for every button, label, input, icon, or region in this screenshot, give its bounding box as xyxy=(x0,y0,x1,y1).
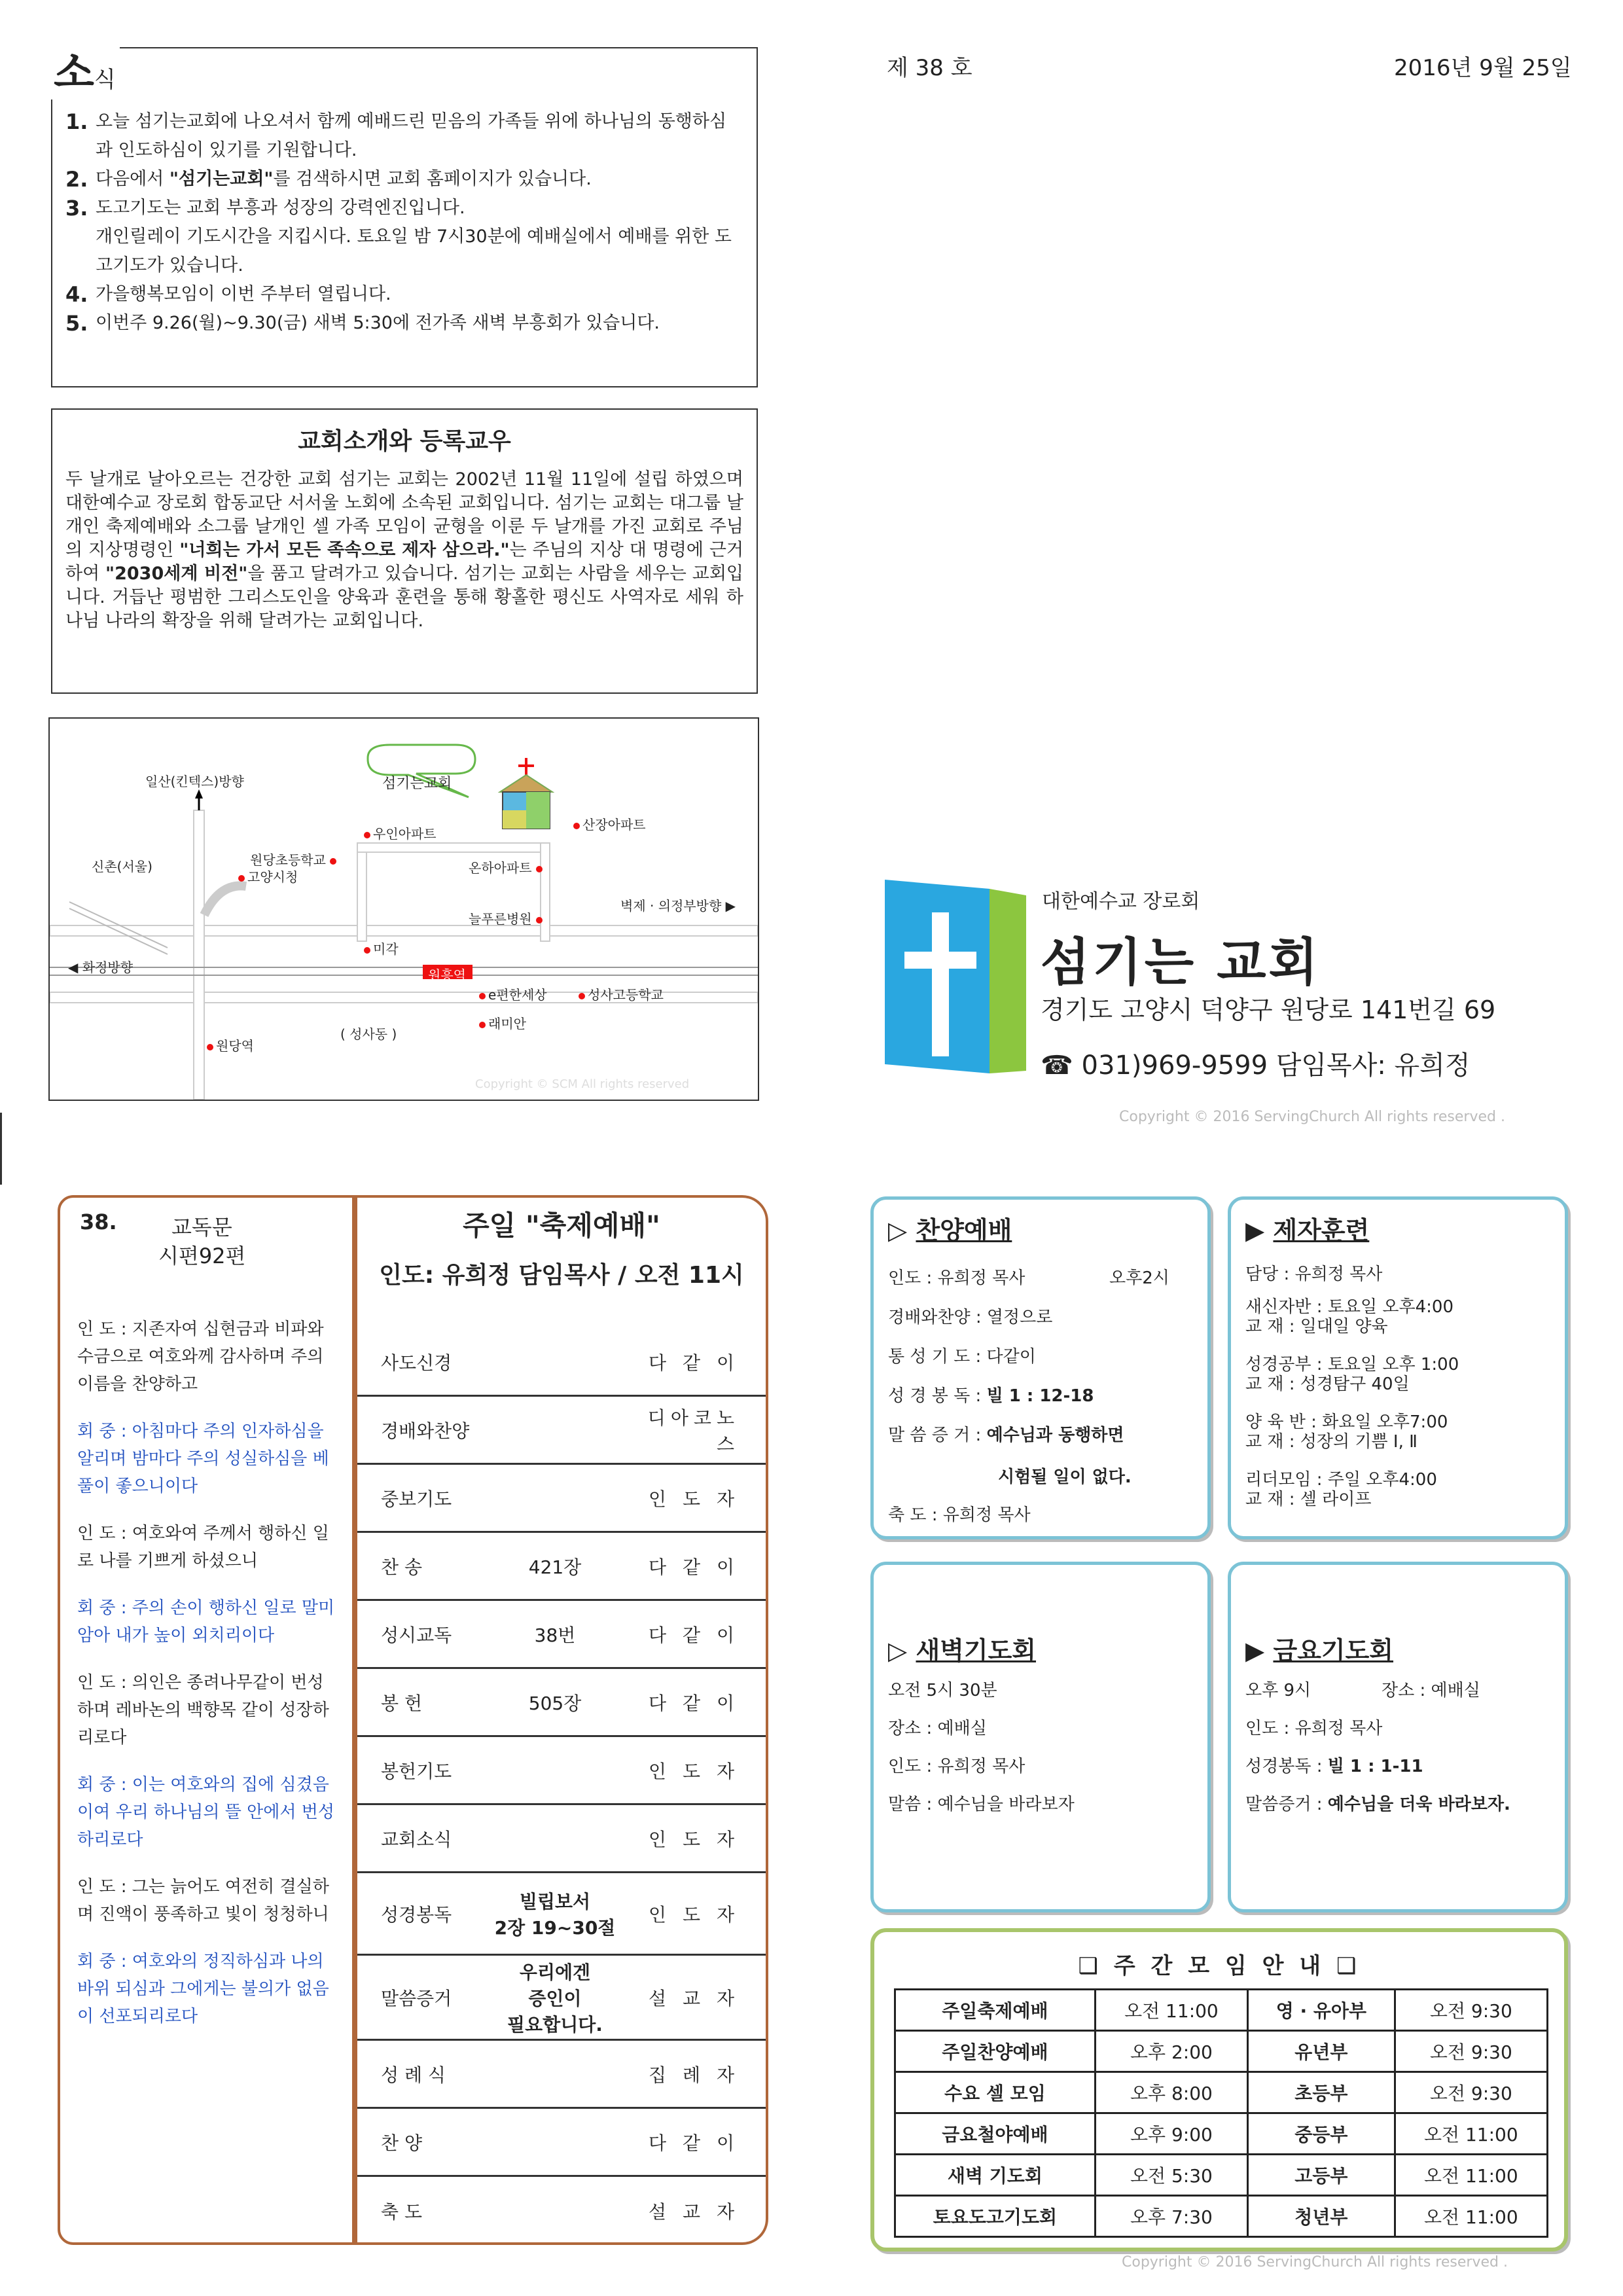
schedule-time: 오후 9:00 xyxy=(1095,2113,1247,2155)
map-raemian: 래미안 xyxy=(479,1013,526,1032)
order-box xyxy=(355,1195,768,2245)
schedule-meeting: 초등부 xyxy=(1248,2072,1395,2113)
friday-time: 오후 9시 xyxy=(1245,1681,1311,1700)
map-mikak: 미각 xyxy=(364,939,399,958)
map-goyang-hall: 고양시청 xyxy=(238,867,298,886)
map-neulpureun: 늘푸른병원 xyxy=(469,908,545,927)
dawn-line: 인도 : 유희정 목사 xyxy=(888,1757,1026,1776)
schedule-time: 오전 5:30 xyxy=(1095,2155,1247,2196)
schedule-meeting: 유년부 xyxy=(1248,2031,1395,2072)
praise-worship: 경배와찬양 : 열정으로 xyxy=(888,1308,1053,1327)
disciple-line: 담당 : 유희정 목사 xyxy=(1245,1265,1383,1284)
disciple-box xyxy=(1228,1196,1568,1539)
reading-people-line: 회 중 : 주의 손이 행하신 일로 말미암아 내가 높이 외치리이다 xyxy=(77,1598,335,1645)
issue-number: 제 38 호 xyxy=(887,55,972,81)
reading-title: 교독문 xyxy=(171,1215,232,1240)
church-name: 섬기는 교회 xyxy=(1041,933,1321,992)
church-logo xyxy=(885,880,1026,1073)
order-detail: 빌립보서 2장 19~30절 xyxy=(494,1890,616,1939)
order-who: 인 도 자 xyxy=(649,1828,740,1850)
disciple-line: 교 재 : 셀 라이프 xyxy=(1245,1490,1372,1509)
order-row xyxy=(357,2109,766,2177)
order-row xyxy=(357,1601,766,1669)
schedule-meeting: 고등부 xyxy=(1248,2155,1395,2196)
order-row xyxy=(357,1533,766,1601)
play-outline-icon: ▷ xyxy=(888,1636,908,1665)
order-row xyxy=(357,1329,766,1397)
schedule-box xyxy=(870,1928,1568,2251)
schedule-meeting: 수요 셀 모임 xyxy=(895,2072,1096,2113)
schedule-row xyxy=(895,2072,1548,2113)
friday-leader: 인도 : 유희정 목사 xyxy=(1245,1719,1383,1738)
order-who: 설 교 자 xyxy=(649,1987,740,2009)
reading-people-line: 회 중 : 이는 여호와의 집에 심겼음이여 우리 하나님의 뜰 안에서 번성하리로다 xyxy=(77,1775,334,1850)
church-phone: ☎ 031)969-9599 담임목사: 유희정 xyxy=(1041,1050,1471,1081)
schedule-table xyxy=(894,1988,1548,2238)
dawn-line: 말씀 : 예수님을 바라보자 xyxy=(888,1795,1075,1814)
disciple-line: 교 재 : 일대일 양육 xyxy=(1245,1317,1388,1336)
order-item: 경배와찬양 xyxy=(381,1420,470,1442)
order-item: 말씀증거 xyxy=(381,1987,452,2009)
friday-box xyxy=(1228,1562,1568,1912)
order-item: 봉헌기도 xyxy=(381,1760,452,1782)
schedule-time: 오전 9:30 xyxy=(1395,2072,1547,2113)
praise-leader: 인도 : 유희정 목사 xyxy=(888,1268,1026,1288)
order-title: 주일 "축제예배" xyxy=(463,1210,660,1242)
order-who: 디아코노스 xyxy=(647,1407,740,1455)
reading-number: 38. xyxy=(80,1210,117,1234)
map-seongsa-high: 성사고등학교 xyxy=(579,984,664,1003)
intro-body: 두 날개로 날아오르는 건강한 교회 섬기는 교회는 2002년 11월 11일에 설립 하였으며 대한예수교 장로회 합동교단 서서울 노회에 소속된 교회입니다. 섬기는 교회는 대그룹 날개인 축제예배와 소그룹 날개인 셀 가족 모임이 균형을 이룬 두 날개를 가진 교회로 주님의 지상명령인 "너희는 가서 모든 족속으로 제자 삼으라."는 주님의 지상 대 명령에 근거하여 "2030세계 비전"을 품고 달려가고 있습니다. 섬기는 교회는 사람을 세우는 교회입니다. 거듭난 평범한 그리스도인을 양육과 훈련을 통해 황홀한 평신도 사역자로 세워 하나님 나라의 확장을 위해 달려가는 교회입니다. xyxy=(65,469,744,631)
praise-sermon-2: 시험될 일이 없다. xyxy=(998,1467,1132,1487)
map-byeokje: 벽제 · 의정부방향 ▶ xyxy=(620,898,736,914)
reading-lines xyxy=(60,1316,352,2050)
order-item: 봉 헌 xyxy=(381,1692,422,1714)
order-row xyxy=(357,1669,766,1737)
news-item: 1. 오늘 섬기는교회에 나오셔서 함께 예배드린 믿음의 가족들 위에 하나님의 동행하심과 인도하심이 있기를 기원합니다. xyxy=(65,109,727,160)
map-copyright: Copyright © SCM All rights reserved xyxy=(475,1077,690,1091)
order-item: 성경봉독 xyxy=(381,1903,452,1926)
disciple-line: 교 재 : 성장의 기쁨 Ⅰ, Ⅱ xyxy=(1245,1432,1418,1452)
news-item: 3. 도고기도는 교회 부흥과 성장의 강력엔진입니다. 개인릴레이 기도시간을 지킵시다. 토요일 밤 7시30분에 예배실에서 예배를 위한 도고기도가 있습니다. xyxy=(65,196,732,276)
schedule-meeting: 주일찬양예배 xyxy=(895,2031,1096,2072)
schedule-time: 오전 9:30 xyxy=(1395,1990,1547,2031)
order-who: 다 같 이 xyxy=(649,1624,740,1646)
disciple-line: 리더모임 : 주일 오후4:00 xyxy=(1245,1470,1437,1490)
friday-scripture: 성경봉독 : 빌 1 : 1-11 xyxy=(1245,1757,1423,1776)
map-wondang-school: 원당초등학교 xyxy=(250,850,339,869)
page-divider xyxy=(0,1113,2,1185)
reading-people-line: 회 중 : 여호와의 정직하심과 나의 바위 되심과 그에게는 불의가 없음이 선포되리로다 xyxy=(77,1952,329,2026)
church-address: 경기도 고양시 덕양구 원당로 141번길 69 xyxy=(1041,996,1496,1024)
order-item: 찬 송 xyxy=(381,1556,422,1578)
schedule-time: 오전 11:00 xyxy=(1395,2113,1547,2155)
dawn-box xyxy=(870,1562,1211,1912)
map-epyeon: e편한세상 xyxy=(479,984,547,1003)
schedule-time: 오후 2:00 xyxy=(1095,2031,1247,2072)
schedule-row xyxy=(895,2155,1548,2196)
friday-title: ▶ 금요기도회 xyxy=(1245,1636,1394,1665)
schedule-meeting: 금요철야예배 xyxy=(895,2113,1096,2155)
friday-place: 장소 : 예배실 xyxy=(1382,1681,1480,1700)
reading-leader-line: 인 도 : 지존자여 십현금과 비파와 수금으로 여호와께 감사하며 주의 이름을 찬양하고 xyxy=(77,1319,324,1394)
map-sanjang: 산장아파트 xyxy=(573,814,646,833)
schedule-time: 오전 11:00 xyxy=(1395,2196,1547,2237)
reading-box xyxy=(58,1195,355,2245)
order-row xyxy=(357,1465,766,1533)
order-row xyxy=(357,1956,766,2041)
schedule-row xyxy=(895,1990,1548,2031)
news-list xyxy=(65,107,743,338)
order-row xyxy=(357,1805,766,1873)
map-bubble-label: 섬기는교회 xyxy=(382,776,452,792)
order-item: 교회소식 xyxy=(381,1828,452,1850)
map-hwajeong: ◀ 화정방향 xyxy=(68,960,134,975)
schedule-time: 오전 11:00 xyxy=(1095,1990,1247,2031)
church-denomination: 대한예수교 장로회 xyxy=(1042,890,1200,913)
dawn-title: ▷ 새벽기도회 xyxy=(888,1636,1037,1665)
order-who: 인 도 자 xyxy=(649,1903,740,1926)
schedule-meeting: 새벽 기도회 xyxy=(895,2155,1096,2196)
order-item: 축 도 xyxy=(381,2201,422,2223)
map-woowin: 우인아파트 xyxy=(364,823,437,842)
map-north: 일산(킨텍스)방향 xyxy=(145,774,244,789)
schedule-row xyxy=(895,2196,1548,2237)
map-seongsadong: ( 성사동 ) xyxy=(340,1026,397,1042)
dawn-line: 장소 : 예배실 xyxy=(888,1719,987,1738)
disciple-line: 성경공부 : 토요일 오후 1:00 xyxy=(1245,1355,1459,1374)
schedule-meeting: 중등부 xyxy=(1248,2113,1395,2155)
reading-leader-line: 인 도 : 의인은 종려나무같이 번성하며 레바논의 백향목 같이 성장하리로다 xyxy=(77,1673,329,1748)
play-filled-icon: ▶ xyxy=(1245,1216,1265,1245)
schedule-meeting: 토요도고기도회 xyxy=(895,2196,1096,2237)
praise-time: 오후2시 xyxy=(1109,1268,1169,1288)
order-who: 설 교 자 xyxy=(649,2201,740,2223)
order-who: 집 례 자 xyxy=(649,2064,740,2086)
order-detail: 505장 xyxy=(528,1692,582,1714)
order-who: 인 도 자 xyxy=(649,1488,740,1510)
news-item: 2. 다음에서 "섬기는교회"를 검색하시면 교회 홈페이지가 있습니다. xyxy=(65,167,592,192)
schedule-time: 오후 8:00 xyxy=(1095,2072,1247,2113)
order-who: 인 도 자 xyxy=(649,1760,740,1782)
order-item: 사도신경 xyxy=(381,1352,452,1374)
reading-leader-line: 인 도 : 그는 늙어도 여전히 결실하며 진액이 풍족하고 빛이 청청하니 xyxy=(77,1877,329,1924)
order-row xyxy=(357,2177,766,2245)
disciple-line: 양 육 반 : 화요일 오후7:00 xyxy=(1245,1412,1448,1432)
dawn-line: 오전 5시 30분 xyxy=(888,1681,997,1700)
praise-prayer: 통 성 기 도 : 다같이 xyxy=(888,1347,1036,1367)
schedule-row xyxy=(895,2113,1548,2155)
praise-scripture: 성 경 봉 독 : 빌 1 : 12-18 xyxy=(888,1386,1094,1406)
map-station: 원흥역 xyxy=(428,967,466,983)
order-row xyxy=(357,1873,766,1956)
praise-benediction: 축 도 : 유희정 목사 xyxy=(888,1505,1031,1525)
order-row xyxy=(357,2041,766,2109)
disciple-line: 새신자반 : 토요일 오후4:00 xyxy=(1245,1297,1454,1317)
schedule-meeting: 청년부 xyxy=(1248,2196,1395,2237)
order-who: 다 같 이 xyxy=(649,1692,740,1714)
schedule-title: ❑ 주 간 모 임 안 내 ❑ xyxy=(1078,1953,1361,1979)
order-leader: 인도: 유희정 담임목사 / 오전 11시 xyxy=(379,1262,744,1289)
map-box xyxy=(48,717,759,1101)
issue-date: 2016년 9월 25일 xyxy=(1394,55,1572,81)
schedule-time: 오후 7:30 xyxy=(1095,2196,1247,2237)
map-sinchon: 신촌(서울) xyxy=(92,859,152,874)
schedule-time: 오전 9:30 xyxy=(1395,2031,1547,2072)
disciple-line: 교 재 : 성경탐구 40일 xyxy=(1245,1374,1410,1394)
order-item: 중보기도 xyxy=(381,1488,452,1510)
schedule-time: 오전 11:00 xyxy=(1395,2155,1547,2196)
praise-box xyxy=(870,1196,1211,1539)
news-box xyxy=(51,47,758,387)
reading-people-line: 회 중 : 아침마다 주의 인자하심을 알리며 밤마다 주의 성실하심을 베풀이 좋으니이다 xyxy=(77,1422,329,1496)
order-row xyxy=(357,1397,766,1465)
reading-psalm: 시편92편 xyxy=(158,1244,246,1268)
news-item: 5. 이번주 9.26(월)~9.30(금) 새벽 5:30에 전가족 새벽 부흥회가 있습니다. xyxy=(65,311,660,336)
news-title: 소식 xyxy=(50,39,120,99)
praise-sermon: 말 씀 증 거 : 예수님과 동행하면 xyxy=(888,1426,1124,1445)
intro-box xyxy=(51,408,758,694)
map-onha: 온하아파트 xyxy=(469,857,545,876)
praise-title: ▷ 찬양예배 xyxy=(888,1216,1012,1245)
order-detail: 우리에겐 증인이 필요합니다. xyxy=(507,1961,603,2036)
schedule-copyright: Copyright © 2016 ServingChurch All rights reserved . xyxy=(1122,2254,1508,2270)
play-outline-icon: ▷ xyxy=(888,1216,908,1245)
order-who: 다 같 이 xyxy=(649,1352,740,1374)
order-who: 다 같 이 xyxy=(649,2132,740,2154)
order-item: 성시교독 xyxy=(381,1624,452,1646)
schedule-meeting: 영 · 유아부 xyxy=(1248,1990,1395,2031)
schedule-row xyxy=(895,2031,1548,2072)
order-item: 성 례 식 xyxy=(381,2064,446,2086)
map-wondang-station: 원당역 xyxy=(207,1035,254,1054)
schedule-meeting: 주일축제예배 xyxy=(895,1990,1096,2031)
news-item: 4. 가을행복모임이 이번 주부터 열립니다. xyxy=(65,282,391,307)
church-copyright: Copyright © 2016 ServingChurch All rights reserved . xyxy=(1119,1109,1505,1125)
friday-sermon: 말씀증거 : 예수님을 더욱 바라보자. xyxy=(1245,1795,1510,1814)
reading-leader-line: 인 도 : 여호와여 주께서 행하신 일로 나를 기쁘게 하셨으니 xyxy=(77,1524,329,1571)
play-filled-icon: ▶ xyxy=(1245,1636,1265,1665)
order-who: 다 같 이 xyxy=(649,1556,740,1578)
order-item: 찬 양 xyxy=(381,2132,422,2154)
intro-title: 교회소개와 등록교우 xyxy=(298,428,511,455)
order-detail: 421장 xyxy=(528,1556,582,1578)
order-row xyxy=(357,1737,766,1805)
order-detail: 38번 xyxy=(534,1624,576,1646)
disciple-title: ▶ 제자훈련 xyxy=(1245,1216,1370,1245)
